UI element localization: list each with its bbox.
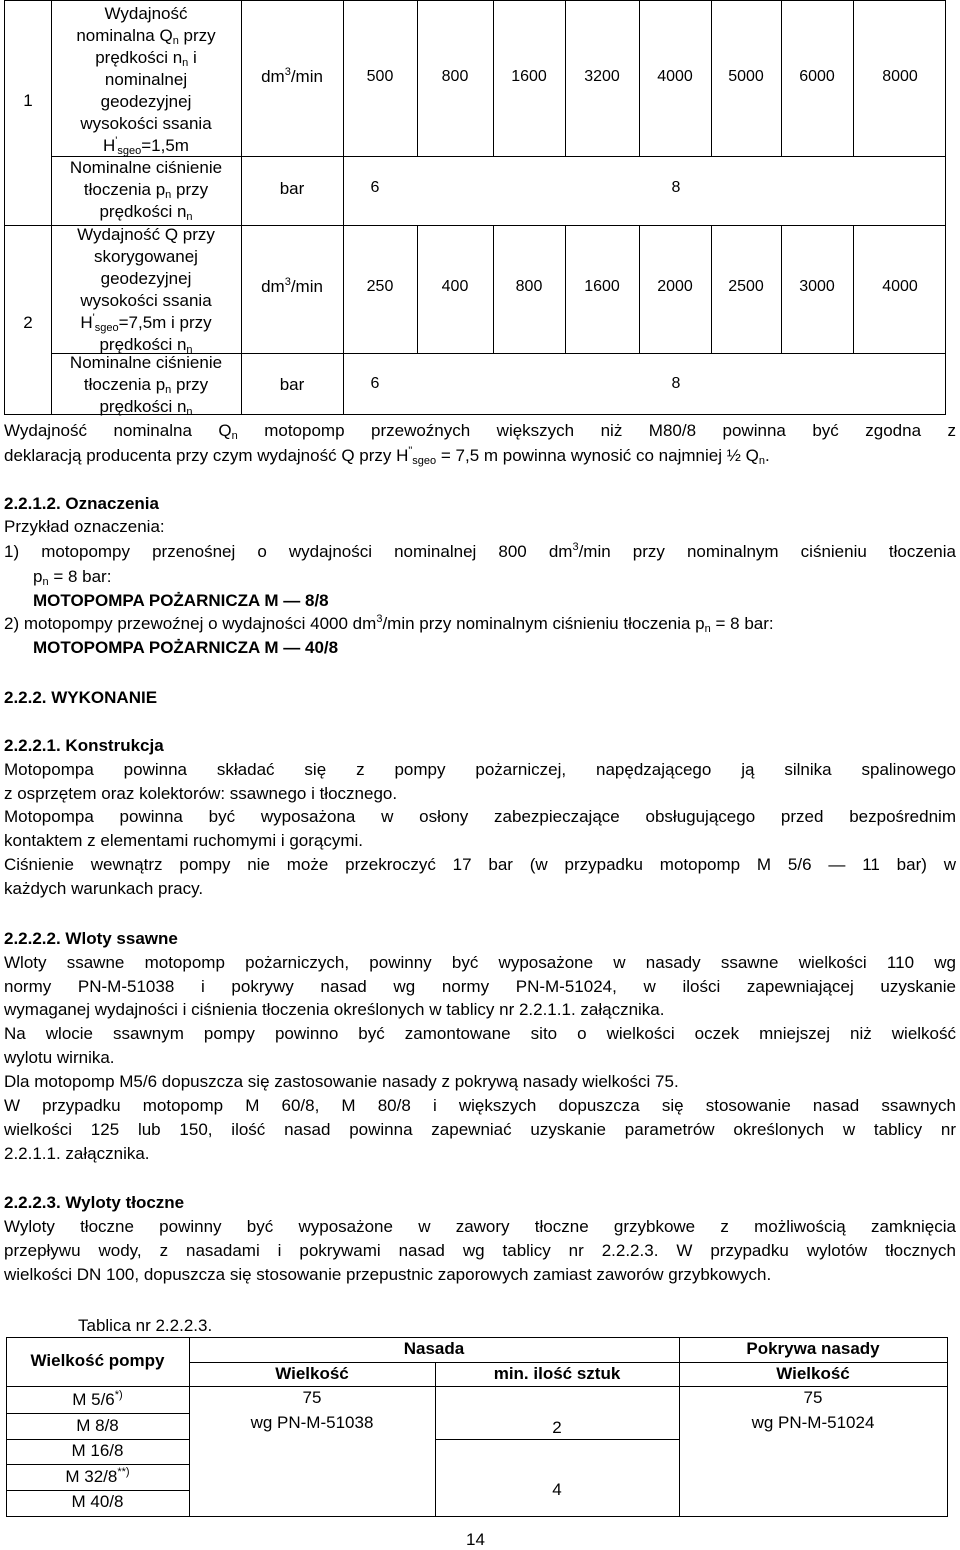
unit-flow: $dm^3/\min$ [261, 276, 323, 296]
section-heading: 2.2.2. WYKONANIE [4, 688, 158, 707]
paragraph-line: z osprzętem oraz kolektorów: ssawnego i tłocznego. [4, 784, 398, 803]
section-heading: 2.2.2.1. Konstrukcja [4, 736, 164, 755]
unit-flow: $dm^3/\min$ [261, 66, 323, 86]
pump-size-cell: M 8/8 [76, 1416, 119, 1435]
value-cell: 6000 [799, 68, 835, 85]
paragraph-line: 2.2.1.1. załącznika. [4, 1144, 150, 1163]
paragraph-line: normy PN-M-51038 i pokrywy nasad wg normy PN-M-51024, w ilości zapewniającej uzyskanie [4, 977, 956, 996]
section-heading: 2.2.2.2. Wloty ssawne [4, 929, 178, 948]
cap-size: 75 [803, 1388, 823, 1407]
row-label-nominal-pressure: Nominalne ciśnienie tłoczenia $p_n$ przy prędkości $n_n$ [69, 158, 223, 223]
header-coupling-cap: Pokrywa nasady [746, 1339, 880, 1358]
paragraph-line: Motopompa powinna składać się z pompy pożarniczej, napędzającego ją silnika spalinowego [4, 760, 956, 779]
header-min-count: min. ilość sztuk [493, 1364, 621, 1383]
example-1-cont: $p_n = 8$ bar: [33, 567, 112, 588]
value-cell: 6 [370, 375, 380, 392]
value-cell: 4000 [882, 278, 918, 295]
header-size: Wielkość [776, 1364, 850, 1383]
paragraph-line: W przypadku motopomp M 60/8, M 80/8 i większych dopuszcza się stosowanie nasad ssawnych [4, 1096, 956, 1115]
designation-example: MOTOPOMPA POŻARNICZA M — 40/8 [33, 638, 339, 657]
coupling-size: 75 [302, 1388, 322, 1407]
coupling-standard: wg PN-M-51038 [250, 1413, 374, 1432]
value-cell: 3200 [584, 68, 620, 85]
row-label-nominal-flow: Wydajność nominalna $Q_n$ przy prędkości $n_n$ i nominalnej geodezyjnej wysokości ssania $H'_{sgeo}=1,5m$ [76, 4, 216, 157]
value-cell: 800 [441, 68, 469, 85]
designation-example: MOTOPOMPA POŻARNICZA M — 8/8 [33, 591, 329, 610]
value-cell: 2500 [728, 278, 764, 295]
example-1: 1) motopompy przenośnej o wydajności nominalnej 800 $dm^3/\min$ przy nominalnym ciśnieniu tłoczenia [4, 541, 956, 561]
value-cell: 400 [441, 278, 469, 295]
unit-pressure: bar [279, 375, 305, 394]
value-cell: 4000 [657, 68, 693, 85]
paragraph-line: Na wlocie ssawnym pompy powinno być zamontowane sito o wielkości oczek mniejszej niż wielkość [4, 1024, 956, 1043]
paragraph: Przykład oznaczenia: [4, 517, 165, 536]
pump-size-cell: M 5/6*) [72, 1389, 123, 1409]
coupling-count: 4 [552, 1480, 562, 1499]
paragraph-line: Ciśnienie wewnątrz pompy nie może przekroczyć 17 bar (w przypadku motopomp M 5/6 — 11 bar) w [4, 855, 956, 874]
pump-size-cell: M 32/8**) [65, 1466, 130, 1486]
value-cell: 500 [366, 68, 394, 85]
value-cell: 6 [370, 179, 380, 196]
row-number: 2 [23, 313, 33, 332]
paragraph-line: wylotu wirnika. [4, 1048, 115, 1067]
paragraph-line: przepływu wody, z nasadami i pokrywami nasad wg tablicy nr 2.2.2.3. W przypadku wylotów tłocznych [4, 1241, 956, 1260]
paragraph-line: wymaganej wydajności i ciśnienia tłoczenia określonych w tablicy nr 2.2.1.1. załącznika. [4, 1000, 665, 1019]
header-coupling: Nasada [403, 1339, 465, 1358]
paragraph-nominal-flow-l1: Wydajność nominalna $Q_n$ motopomp przewoźnych większych niż M80/8 powinna być zgodna z [4, 421, 956, 442]
value-cell: 2000 [657, 278, 693, 295]
unit-pressure: bar [279, 179, 305, 198]
paragraph-line: Wloty ssawne motopomp pożarniczych, powinny być wyposażone w nasady ssawne wielkości 110 wg [4, 953, 956, 972]
paragraph-line: wielkości DN 100, dopuszcza się stosowanie przepustnic zaporowych zamiast zaworów grzybkowych. [4, 1265, 772, 1284]
value-cell: 5000 [728, 68, 764, 85]
value-cell: 1600 [584, 278, 620, 295]
value-cell: 8 [671, 179, 681, 196]
cap-standard: wg PN-M-51024 [751, 1413, 875, 1432]
row-number: 1 [23, 91, 33, 110]
row-label-corrected-flow: Wydajność Q przy skorygowanej geodezyjnej wysokości ssania $H'_{sgeo}=7,5m$ i przy prędkości $n_n$ [77, 225, 215, 356]
page-number: 14 [466, 1530, 485, 1549]
header-size: Wielkość [275, 1364, 349, 1383]
value-cell: 250 [366, 278, 394, 295]
table-caption: Tablica nr 2.2.2.3. [78, 1316, 213, 1335]
pump-size-cell: M 40/8 [71, 1492, 124, 1511]
example-2: 2) motopompy przewoźnej o wydajności 4000 $dm^3/\min$ przy nominalnym ciśnieniu tłoczenia $p_n = 8$ bar: [4, 613, 774, 635]
paragraph-line: Motopompa powinna być wyposażona w osłony zabezpieczające obsługującego przed bezpośrednim [4, 807, 956, 826]
paragraph-nominal-flow-l2: deklaracją producenta przy czym wydajność Q przy $H^"_{sgeo} = 7,5$ m powinna wynosić co najmniej ½ $Q_n$. [4, 445, 770, 467]
coupling-count: 2 [552, 1418, 562, 1437]
paragraph-line: kontaktem z elementami ruchomymi i gorącymi. [4, 831, 364, 850]
value-cell: 8000 [882, 68, 918, 85]
value-cell: 800 [515, 278, 543, 295]
value-cell: 1600 [511, 68, 547, 85]
value-cell: 3000 [799, 278, 835, 295]
pump-size-cell: M 16/8 [71, 1441, 124, 1460]
header-pump-size: Wielkość pompy [30, 1351, 165, 1370]
paragraph-line: Wyloty tłoczne powinny być wyposażone w zawory tłoczne grzybkowe z możliwością zamknięcia [4, 1217, 956, 1236]
value-cell: 8 [671, 375, 681, 392]
paragraph-line: Dla motopomp M5/6 dopuszcza się zastosowanie nasady z pokrywą nasady wielkości 75. [4, 1072, 679, 1091]
paragraph-line: wielkości 125 lub 150, ilość nasad powinna zapewniać uzyskanie parametrów określonych w tablicy nr [4, 1120, 956, 1139]
section-heading: 2.2.1.2. Oznaczenia [4, 494, 159, 513]
row-label-nominal-pressure: Nominalne ciśnienie tłoczenia $p_n$ przy prędkości $n_n$ [69, 353, 223, 418]
section-heading: 2.2.2.3. Wyloty tłoczne [4, 1193, 185, 1212]
paragraph-line: każdych warunkach pracy. [4, 879, 204, 898]
